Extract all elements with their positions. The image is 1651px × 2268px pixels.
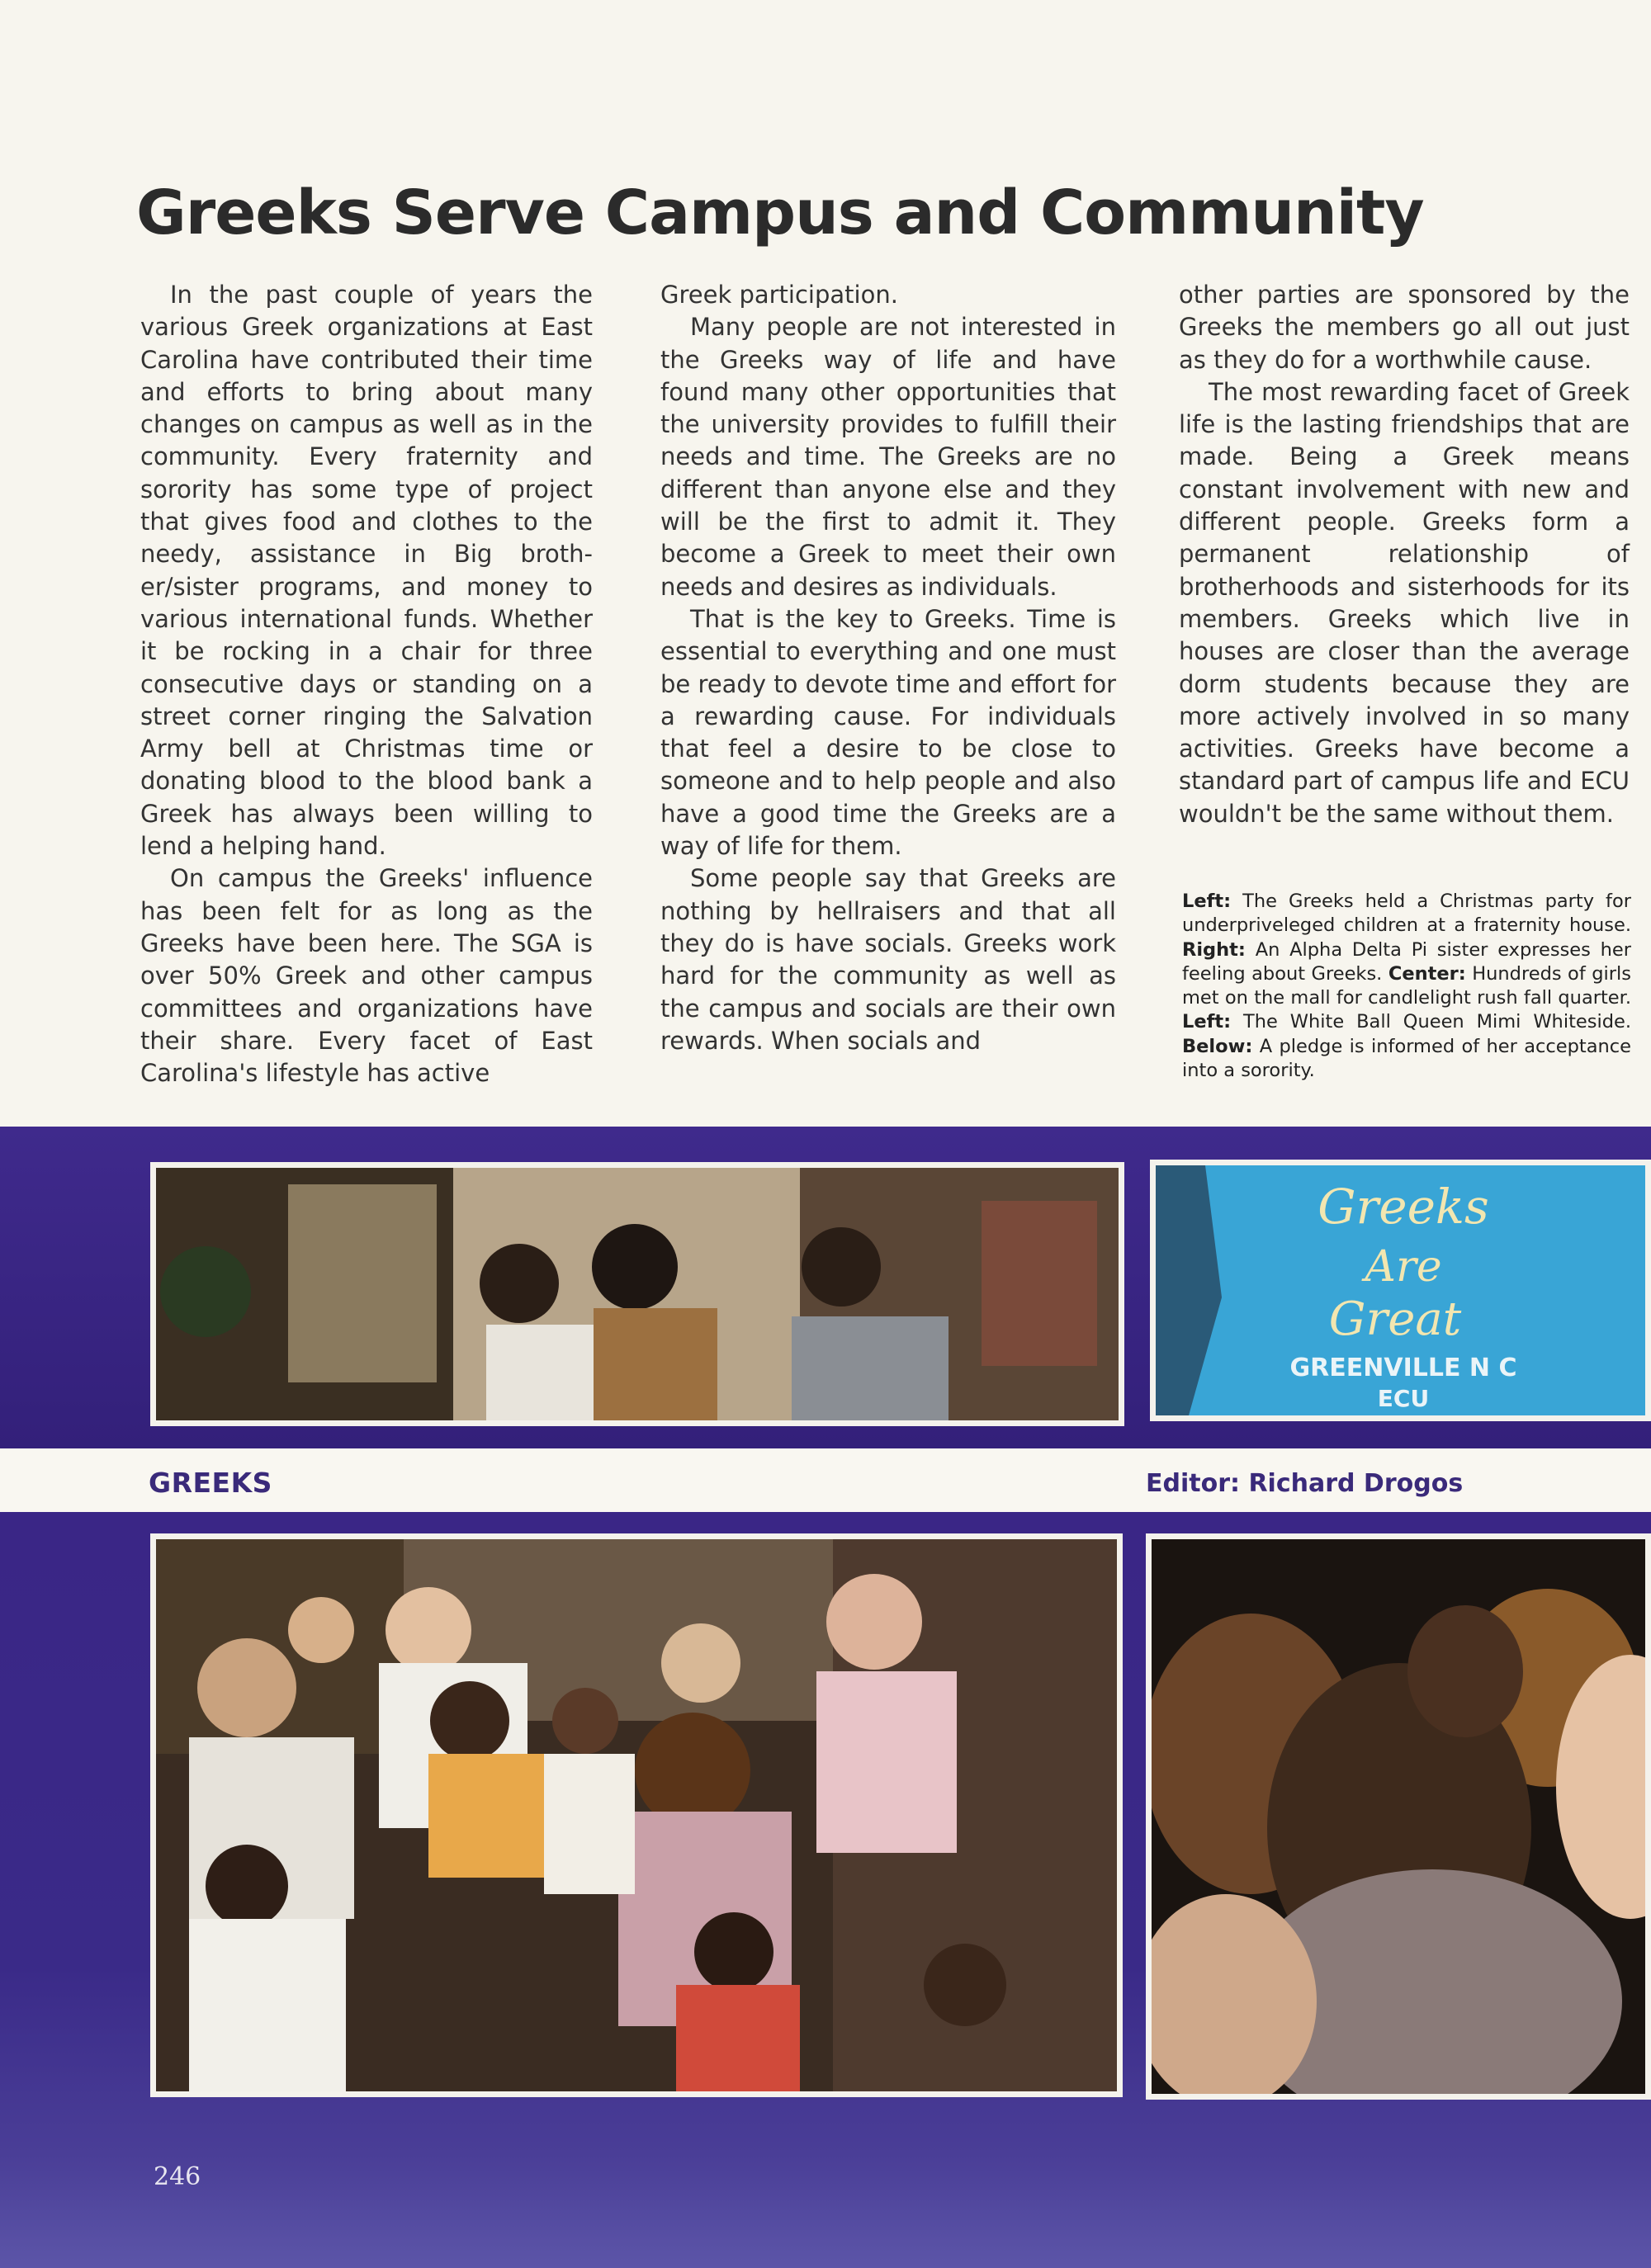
photo-caption xyxy=(1182,890,1631,1083)
article-paragraph: Some people say that Greeks are nothing by hellraisers and that all they do is have socials. Greeks work hard for the community as well as the campus and socials are their own rewards. When socials and xyxy=(660,864,1116,1055)
article-paragraph-continued: Greek participation. xyxy=(660,281,898,309)
article-paragraph: That is the key to Greeks. Time is essential to everything and one must be ready to devote time and effort for a rewarding cause. For individuals that feel a desire to be close to someone and to help people and also have a good time the Greeks are a way of life for them. xyxy=(660,604,1116,861)
article-column-3 xyxy=(1179,279,1630,830)
page-headline: Greeks Serve Campus and Community xyxy=(136,177,1424,248)
caption-label: Left: xyxy=(1182,891,1232,912)
editor-credit: Editor: Richard Drogos xyxy=(1146,1469,1464,1498)
article-paragraph: On campus the Greeks' influence has been felt for as long as the Greeks have been here. The SGA is over 50% Greek and other campus committees and organizations have their share. Every facet of East Carolina's lifestyle has active xyxy=(140,864,593,1088)
page-number: 246 xyxy=(154,2162,201,2191)
tshirt-print-line: ECU xyxy=(1377,1385,1430,1412)
article-paragraph-continued: other parties are sponsored by the Greeks the members go all out just as they do for a worthwhile cause. xyxy=(1179,281,1630,374)
caption-label: Right: xyxy=(1182,938,1246,961)
caption-label: Center: xyxy=(1388,962,1466,985)
caption-label: Below: xyxy=(1182,1035,1253,1057)
article-paragraph: The most rewarding facet of Greek life is the lasting friendships that are made. Being a Greek means constant involvement with new and different people. Greeks form a permanent relationship of brotherhoods and sisterhoods for its members. Greeks which live in houses are closer than the average dorm students because they are more actively involved in so many activities. Greeks have become a standard part of campus life and ECU wouldn't be the same without them. xyxy=(1179,377,1630,828)
tshirt-print-line: Great xyxy=(1328,1292,1462,1346)
photo-sorority-pledge xyxy=(1146,1533,1651,2100)
photo-christmas-party xyxy=(150,1162,1124,1426)
tshirt-print-line: GREENVILLE N C xyxy=(1289,1354,1517,1382)
caption-text: A pledge is informed of her acceptance into a sorority. xyxy=(1182,1035,1631,1082)
photo-christmas-party-image xyxy=(156,1168,1119,1420)
section-label: GREEKS xyxy=(149,1467,272,1499)
tshirt-print-line: Are xyxy=(1365,1242,1442,1292)
caption-text: Hundreds of girls met on the mall for candlelight rush fall quarter. xyxy=(1182,962,1631,1009)
caption-label: Left: xyxy=(1182,1011,1232,1033)
photo-children-party-image xyxy=(156,1539,1117,2091)
photo-sorority-pledge-image xyxy=(1152,1539,1645,2094)
photo-greeks-tshirt-image xyxy=(1156,1165,1645,1415)
photo-children-party xyxy=(150,1533,1123,2097)
article-column-1 xyxy=(140,279,593,1089)
caption-text: The White Ball Queen Mimi Whiteside. xyxy=(1231,1011,1631,1033)
caption-text: An Alpha Delta Pi sister expresses her feeling about Greeks. xyxy=(1182,938,1631,985)
article-column-2 xyxy=(660,279,1116,1057)
photo-greeks-tshirt xyxy=(1150,1160,1651,1421)
tshirt-print-line: Greeks xyxy=(1317,1179,1489,1235)
article-paragraph: Many people are not interested in the Greeks way of life and have found many other opportunities that the university provides to fulfill their needs and time. The Greeks are no different than anyone else and they will be the first to admit it. They become a Greek to meet their own needs and desires as individuals. xyxy=(660,313,1116,601)
caption-text: The Greeks held a Christmas party for underpriveleged children at a fraternity house. xyxy=(1182,891,1631,937)
article-paragraph: In the past couple of years the various Greek organizations at East Carolina have contributed their time and efforts to bring about many changes on campus as well as in the community. Every fraternity and sorority has some type of project that gives food and clothes to the needy, assistance in Big brother/sister programs, and money to various international funds. Whether it be rocking in a chair for three consecutive days or standing on a street corner ringing the Salvation Army bell at Christmas time or donating blood to the blood bank a Greek has always been willing to lend a helping hand. xyxy=(140,281,593,861)
